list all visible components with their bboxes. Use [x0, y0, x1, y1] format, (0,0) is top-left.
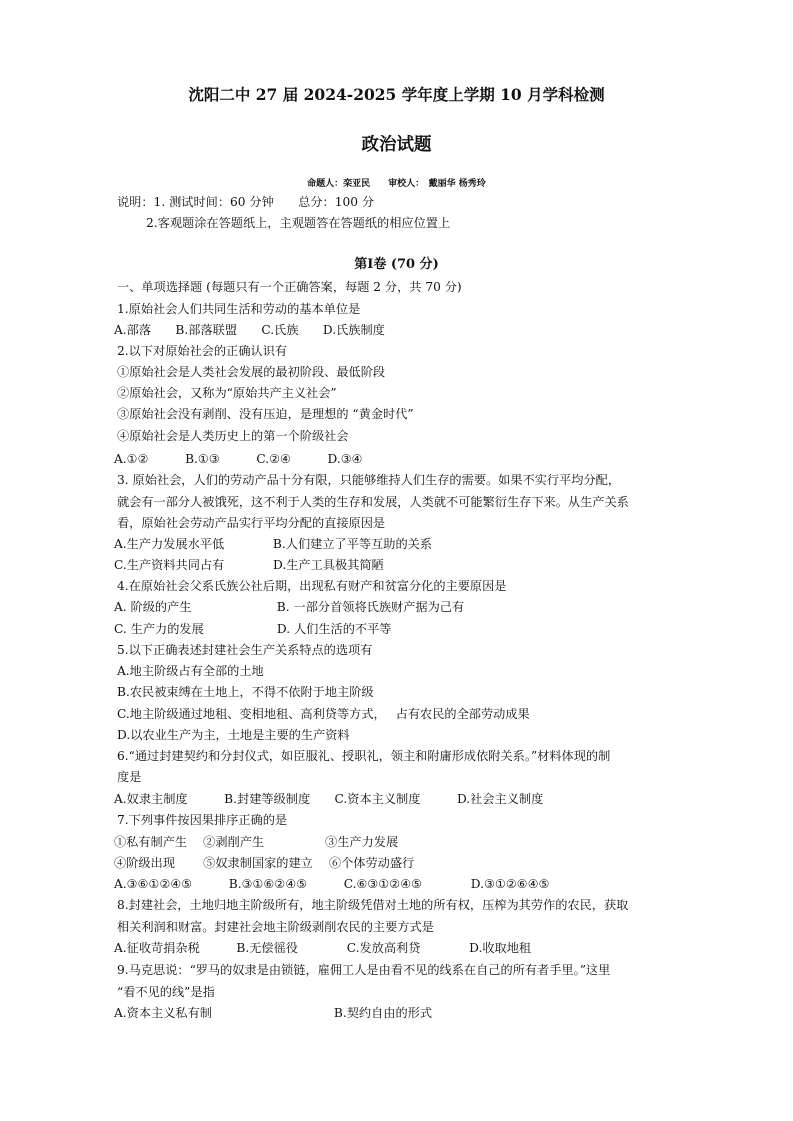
question-2-item: ④原始社会是人类历史上的第一个阶级社会	[117, 429, 349, 443]
question-3-stem: 就会有一部分人被饿死，这不利于人类的生存和发展，人类就不可能繁衍生存下来。从生产关系	[117, 495, 629, 509]
question-3-stem: 3. 原始社会，人们的劳动产品十分有限，只能够维持人们生存的需要。如果不实行平均分配，	[117, 473, 621, 487]
question-7-item: ④阶级出现 ⑤奴隶制国家的建立 ⑥个体劳动盛行	[114, 856, 415, 870]
question-7-options: A.③⑥①②④⑤ B.③①⑥②④⑤ C.⑥③①②④⑤ D.③①②⑥④⑤	[114, 877, 550, 891]
section-instruction: 一、单项选择题 (每题只有一个正确答案，每题 2 分，共 70 分)	[117, 280, 462, 294]
question-6-options: A.奴隶主制度 B.封建等级制度 C.资本主义制度 D.社会主义制度	[114, 792, 544, 806]
question-9-stem: 9.马克思说：“罗马的奴隶是由锁链，雇佣工人是由看不见的线系在自己的所有者手里。”这里	[117, 963, 611, 977]
question-6-stem: 6.“通过封建契约和分封仪式，如臣服礼、授职礼，领主和附庸形成依附关系。”材料体现的制	[117, 749, 611, 763]
section-title: 第Ⅰ卷 (70 分)	[354, 257, 439, 272]
author-credits: 命题人：栾亚民 审校人： 戴丽华 杨秀玲	[307, 179, 486, 189]
question-9-options: A.资本主义私有制 B.契约自由的形式	[114, 1006, 433, 1020]
question-3-stem: 看，原始社会劳动产品实行平均分配的直接原因是	[117, 516, 386, 530]
question-2-item: ①原始社会是人类社会发展的最初阶段、最低阶段	[117, 365, 386, 379]
question-8-stem: 相关利润和财富。封建社会地主阶级剥削农民的主要方式是	[117, 920, 434, 934]
question-8-stem: 8.封建社会，土地归地主阶级所有，地主阶级凭借对土地的所有权，压榨为其劳作的农民，获取	[117, 898, 629, 912]
question-4-options: A. 阶级的产生 B. 一部分首领将氏族财产据为己有	[114, 600, 465, 614]
question-1-options: A.部落 B.部落联盟 C.氏族 D.氏族制度	[114, 323, 385, 337]
question-2-item: ③原始社会没有剥削、没有压迫，是理想的 “黄金时代”	[117, 407, 414, 421]
exam-title: 沈阳二中 27 届 2024-2025 学年度上学期 10 月学科检测	[188, 85, 605, 104]
question-7-item: ①私有制产生 ②剥削产生 ③生产力发展	[114, 835, 399, 849]
question-2-stem: 2.以下对原始社会的正确认识有	[117, 344, 288, 358]
question-5-option: A.地主阶级占有全部的土地	[117, 664, 264, 678]
question-5-stem: 5.以下正确表述封建社会生产关系特点的选项有	[117, 643, 373, 657]
question-6-stem: 度是	[117, 770, 142, 784]
question-4-stem: 4.在原始社会父系氏族公社后期，出现私有财产和贫富分化的主要原因是	[117, 579, 507, 593]
question-5-option: B.农民被束缚在土地上，不得不依附于地主阶级	[117, 685, 374, 699]
question-2-item: ②原始社会，又称为“原始共产主义社会”	[117, 386, 337, 400]
question-3-options: C.生产资料共同占有 D.生产工具极其简陋	[114, 558, 384, 572]
instructions-line-1: 说明：1. 测试时间：60 分钟 总分：100 分	[117, 195, 375, 209]
question-9-stem: “看不见的线”是指	[117, 985, 215, 999]
question-5-option: C.地主阶级通过地租、变相地租、高利贷等方式， 占有农民的全部劳动成果	[117, 707, 530, 721]
subject-title: 政治试题	[361, 135, 432, 155]
instructions-line-2: 2.客观题涂在答题纸上，主观题答在答题纸的相应位置上	[146, 216, 451, 230]
question-4-options: C. 生产力的发展 D. 人们生活的不平等	[114, 622, 392, 636]
question-8-options: A.征收苛捐杂税 B.无偿徭役 C.发放高利贷 D.收取地租	[114, 941, 532, 955]
question-1-stem: 1.原始社会人们共同生活和劳动的基本单位是	[117, 302, 361, 316]
question-5-option: D.以农业生产为主，土地是主要的生产资料	[117, 728, 350, 742]
question-3-options: A.生产力发展水平低 B.人们建立了平等互助的关系	[114, 537, 433, 551]
question-2-options: A.①② B.①③ C.②④ D.③④	[114, 452, 363, 466]
question-7-stem: 7.下列事件按因果排序正确的是	[117, 813, 288, 827]
